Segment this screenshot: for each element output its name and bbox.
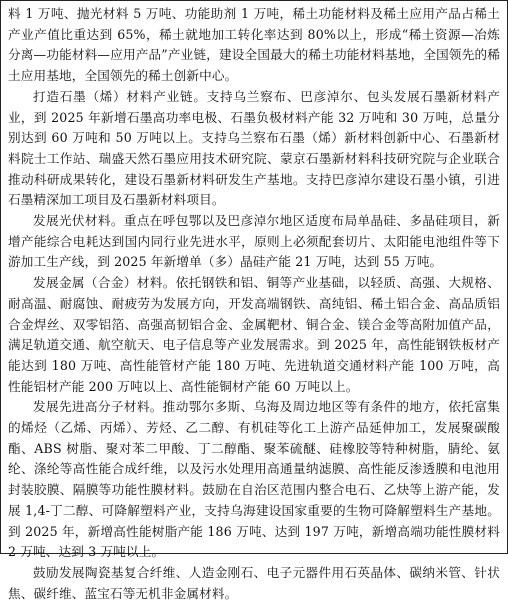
paragraph-rare-earth-continued: 料 1 万吨、抛光材料 5 万吨、功能助剂 1 万吨，稀土功能材料及稀土应用产品占稀土产业产值比重达到 65%，稀土就地加工转化率达到 80%以上，形成“稀土资源—冶炼分离—功能材料—应用产品”产业链，建设全国最大的稀土功能材料基地，全国领先的稀土应用基地，全国领先的稀土创新中心。: [8, 6, 500, 84]
paragraph-metal-alloy: 发展金属（合金）材料。依托钢铁和铝、铜等产业基础，以轻质、高强、大规格、耐高温、耐腐蚀、耐疲劳为发展方向，开发高端钢铁、高纯铝、稀土铝合金、高品质铝合金焊丝、双零铝箔、高强高韧铝合金、金属靶材、铜合金、镁合金等高附加值产品，满足轨道交通、航空航天、电子信息等产业发展需求。到 2025 年，高性能钢铁板材产能达到 180 万吨、高性能管材产能 180 万吨、先进轨道交通材料产能 100 万吨，高性能铝材产能 200 万吨以上、高性能铜材产能 60 万吨以上。: [8, 275, 500, 394]
paragraph-graphite: 打造石墨（烯）材料产业链。支持乌兰察布、巴彦淖尔、包头发展石墨新材料产业，到 2025 年新增石墨高功率电极、石墨负极材料产能 32 万吨和 30 万吨，总量分别达到 60 万吨和 50 万吨以上。支持乌兰察布石墨（烯）新材料创新中心、石墨新材料院士工作站、瑞盛天然石墨应用技术研究院、蒙京石墨新材料科技研究院与企业联合推动科研成果转化，建设石墨新材料研发生产基地。支持巴彦淖尔建设石墨小镇，引进石墨精深加工项目及石墨新材料项目。: [8, 88, 500, 208]
paragraph-polymer: 发展先进高分子材料。推动鄂尔多斯、乌海及周边地区等有条件的地方，依托富集的烯烃（乙烯、丙烯）、芳烃、乙二醇、有机硅等化工上游产品延伸加工，发展聚碳酸酯、ABS 树脂、聚对苯二甲酸、丁二醇酯、聚苯硫醚、硅橡胶等特种树脂，腈纶、氨纶、涤纶等高性能合成纤维，以及污水处理用高通量纳滤膜、高性能反渗透膜和电池用封装胶膜、隔膜等功能性膜材料。鼓励在自治区范围内整合电石、乙炔等上游产能，发展 1,4-丁二醇、可降解塑料产业，支持乌海建设国家重要的生物可降解塑料生产基地。到 2025 年，新增高性能树脂产能 186 万吨、达到 197 万吨，新增高端功能性膜材料 2 万吨、达到 3 万吨以上。: [8, 399, 500, 560]
paragraph-inorganic: 鼓励发展陶瓷基复合纤维、人造金刚石、电子元器件用石英晶体、碳纳米管、针状焦、碳纤维、蓝宝石等无机非金属材料。: [8, 564, 500, 601]
paragraph-photovoltaic: 发展光伏材料。重点在呼包鄂以及巴彦淖尔地区适度布局单晶硅、多晶硅项目，新增产能综合电耗达到国内同行业先进水平，原则上必须配套切片、太阳能电池组件等下游加工生产线，到 2025 年新增单（多）晶硅产能 21 万吨，达到 55 万吨。: [8, 213, 500, 270]
